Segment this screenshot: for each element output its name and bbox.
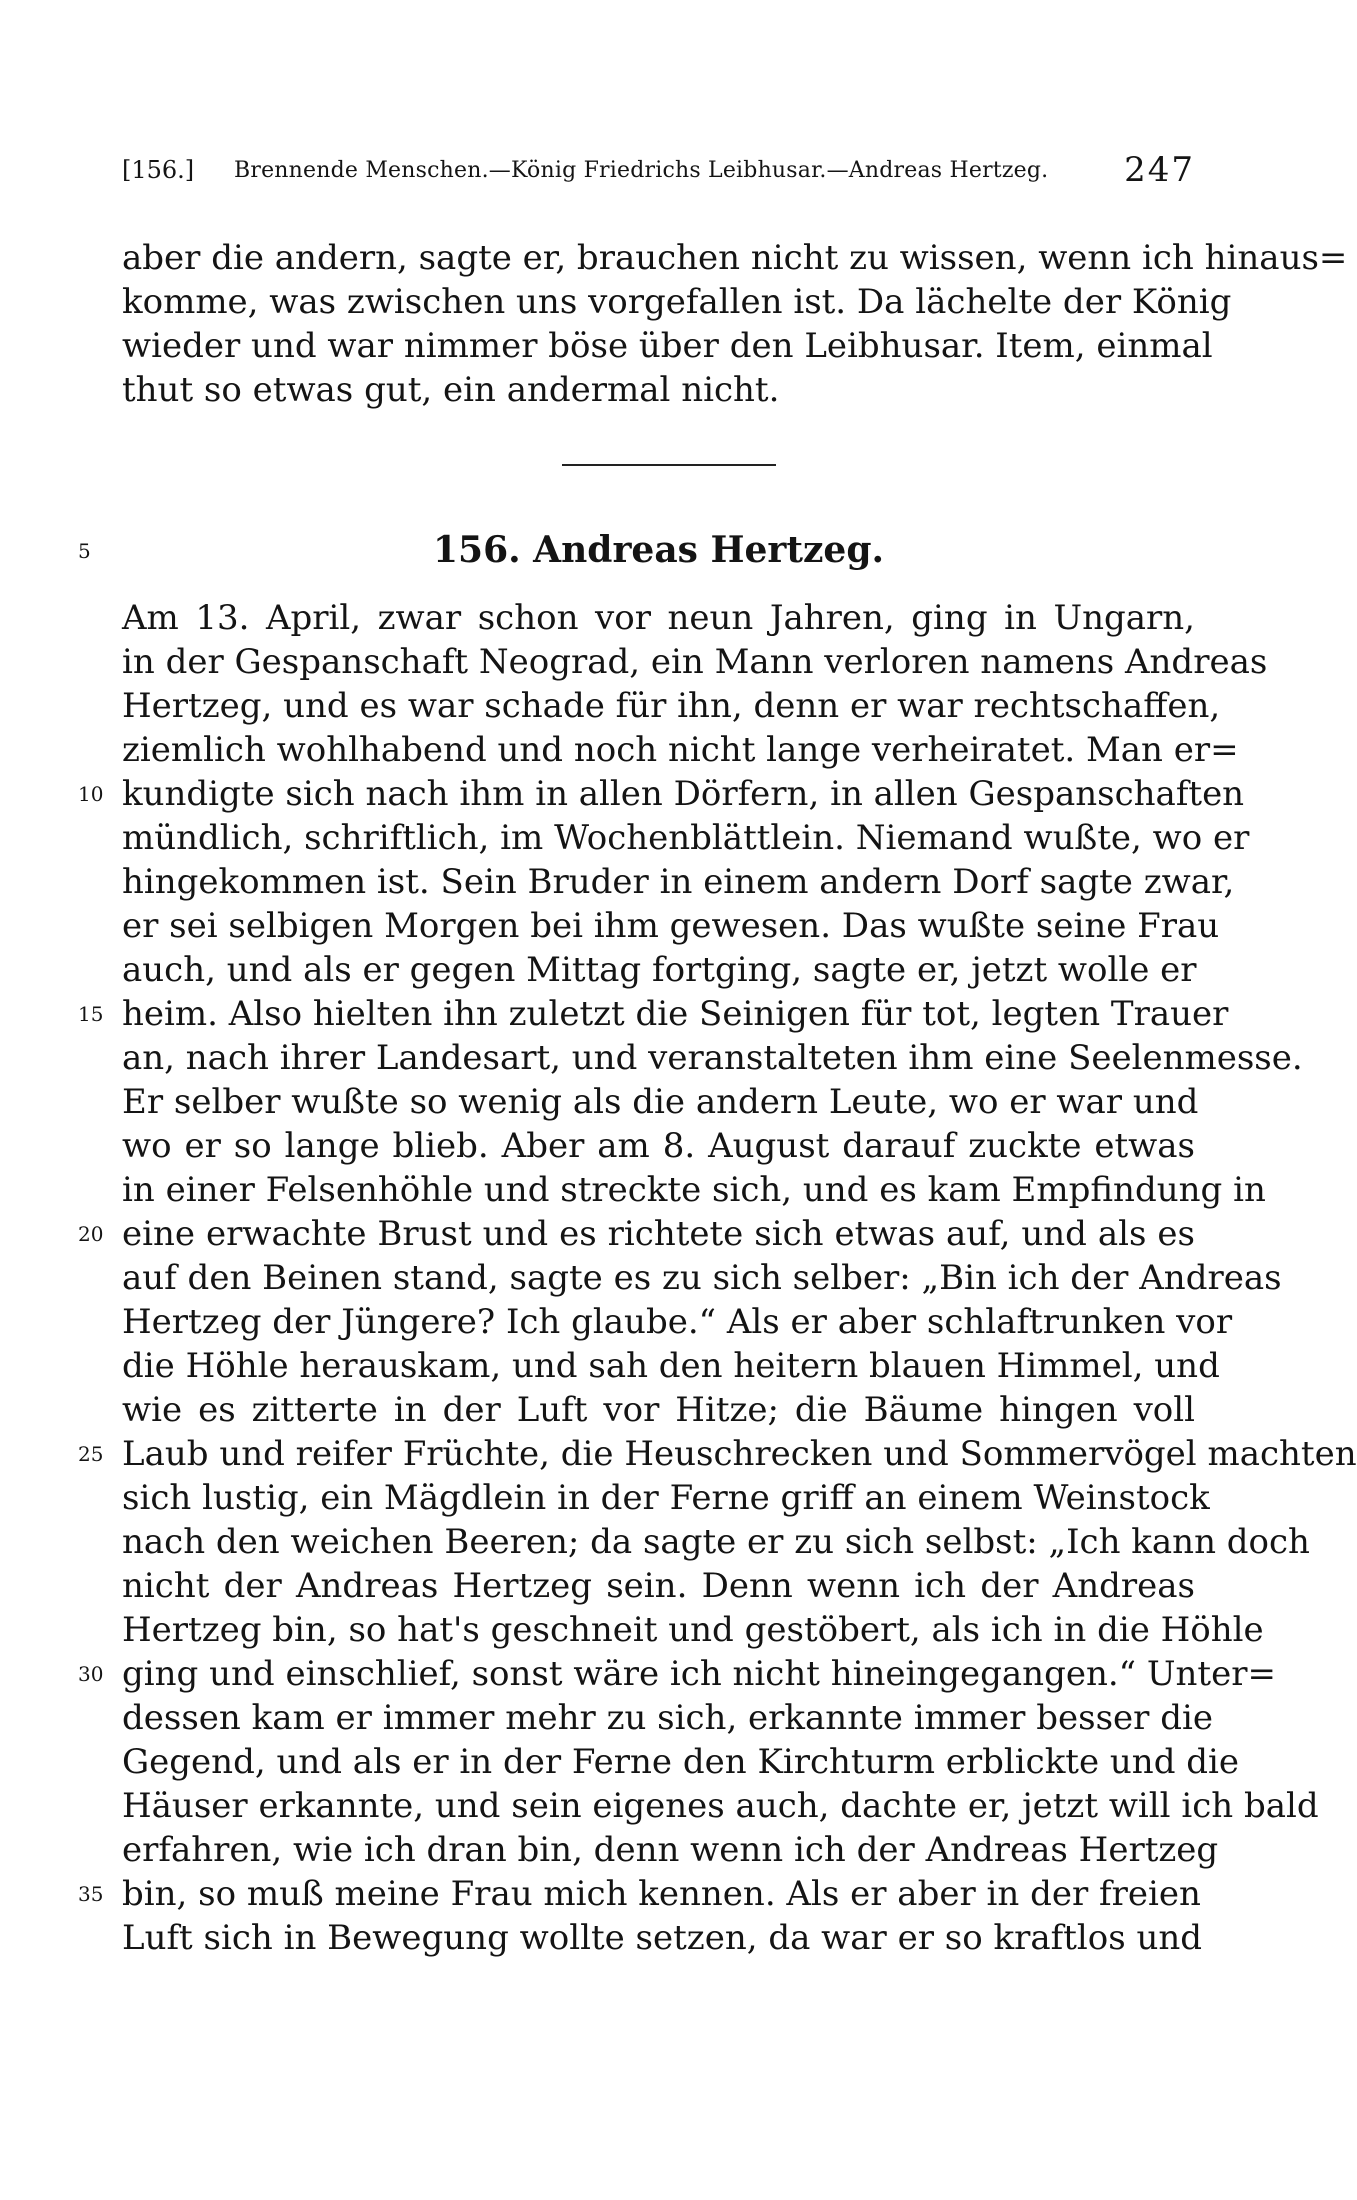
text-line: Er selber wußte so wenig als die andern Leute, wo er war und (122, 1082, 1199, 1122)
text-line: erfahren, wie ich dran bin, denn wenn ich der Andreas Hertzeg (122, 1830, 1219, 1870)
text-line: Hertzeg bin, so hat's geschneit und gestöbert, als ich in die Höhle (122, 1610, 1264, 1650)
header-section-number: [156.] (122, 156, 195, 184)
line-number: 30 (78, 1662, 104, 1686)
text-line: in der Gespanschaft Neograd, ein Mann verloren namens Andreas (122, 642, 1268, 682)
line-number: 15 (78, 1002, 104, 1026)
text-line: nach den weichen Beeren; da sagte er zu sich selbst: „Ich kann doch (122, 1522, 1310, 1562)
text-line: aber die andern, sagte er, brauchen nicht zu wissen, wenn ich hinaus= (122, 238, 1348, 278)
text-line: mündlich, schriftlich, im Wochenblättlein. Niemand wußte, wo er (122, 818, 1250, 858)
text-line: an, nach ihrer Landesart, und veranstalteten ihm eine Seelenmesse. (122, 1038, 1303, 1078)
text-line: Luft sich in Bewegung wollte setzen, da war er so kraftlos und (122, 1918, 1203, 1958)
text-line: auf den Beinen stand, sagte es zu sich selber: „Bin ich der Andreas (122, 1258, 1282, 1298)
text-line: Häuser erkannte, und sein eigenes auch, dachte er, jetzt will ich bald (122, 1786, 1319, 1826)
text-line: auch, und als er gegen Mittag fortging, sagte er, jetzt wolle er (122, 950, 1197, 990)
running-header (122, 148, 1195, 194)
text-line: bin, so muß meine Frau mich kennen. Als er aber in der freien (122, 1874, 1201, 1914)
text-line: ziemlich wohlhabend und noch nicht lange verheiratet. Man er= (122, 730, 1239, 770)
text-line: Gegend, und als er in der Ferne den Kirchturm erblickte und die (122, 1742, 1240, 1782)
section-heading: 156. Andreas Hertzeg. (432, 529, 885, 571)
text-line: er sei selbigen Morgen bei ihm gewesen. Das wußte seine Frau (122, 906, 1220, 946)
text-line: Hertzeg der Jüngere? Ich glaube.“ Als er aber schlaftrunken vor (122, 1302, 1233, 1342)
line-number: 20 (78, 1222, 104, 1246)
section-divider (562, 464, 776, 466)
text-line: thut so etwas gut, ein andermal nicht. (122, 370, 780, 410)
text-line: Laub und reifer Früchte, die Heuschrecken und Sommervögel machten (122, 1434, 1357, 1474)
text-line: wo er so lange blieb. Aber am 8. August darauf zuckte etwas (122, 1126, 1195, 1166)
text-line: in einer Felsenhöhle und streckte sich, und es kam Empfindung in (122, 1170, 1266, 1210)
text-line: kundigte sich nach ihm in allen Dörfern, in allen Gespanschaften (122, 774, 1245, 814)
text-line: ging und einschlief, sonst wäre ich nicht hineingegangen.“ Unter= (122, 1654, 1276, 1694)
page-number: 247 (1124, 150, 1195, 190)
line-number: 10 (78, 782, 104, 806)
text-line: dessen kam er immer mehr zu sich, erkannte immer besser die (122, 1698, 1213, 1738)
text-line: sich lustig, ein Mägdlein in der Ferne griff an einem Weinstock (122, 1478, 1210, 1518)
line-number: 35 (78, 1882, 104, 1906)
text-line: komme, was zwischen uns vorgefallen ist. Da lächelte der König (122, 282, 1232, 322)
text-line: die Höhle herauskam, und sah den heitern blauen Himmel, und (122, 1346, 1220, 1386)
text-line: heim. Also hielten ihn zuletzt die Seinigen für tot, legten Trauer (122, 994, 1229, 1034)
text-line: wieder und war nimmer böse über den Leibhusar. Item, einmal (122, 326, 1213, 366)
text-line: wie es zitterte in der Luft vor Hitze; die Bäume hingen voll (122, 1390, 1195, 1430)
line-number: 25 (78, 1442, 104, 1466)
header-title: Brennende Menschen.—König Friedrichs Leibhusar.—Andreas Hertzeg. (234, 158, 1049, 183)
text-line: nicht der Andreas Hertzeg sein. Denn wenn ich der Andreas (122, 1566, 1195, 1606)
text-line: eine erwachte Brust und es richtete sich etwas auf, und als es (122, 1214, 1195, 1254)
text-line: Am 13. April, zwar schon vor neun Jahren, ging in Ungarn, (122, 598, 1195, 638)
text-line: hingekommen ist. Sein Bruder in einem andern Dorf sagte zwar, (122, 862, 1235, 902)
line-number: 5 (78, 539, 91, 563)
text-line: Hertzeg, und es war schade für ihn, denn er war rechtschaffen, (122, 686, 1221, 726)
